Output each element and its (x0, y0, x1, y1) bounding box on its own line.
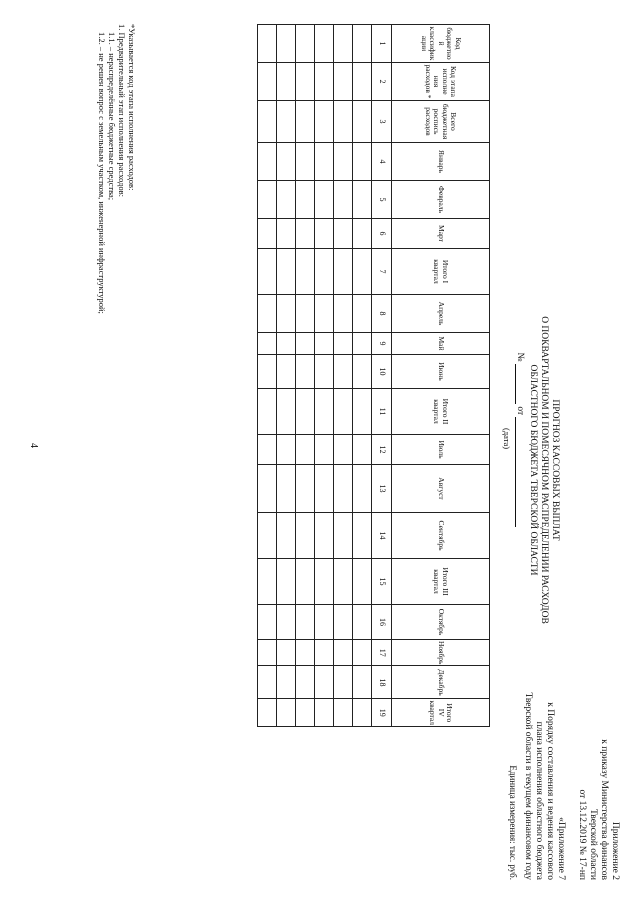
forecast-table (257, 24, 490, 727)
table-row (258, 25, 277, 727)
from-label: от (515, 406, 525, 416)
column-number: 5 (372, 181, 392, 219)
footnote-line: 1.1. – нераспределённые бюджетные средства; (107, 32, 117, 201)
header-cell: Код бюджетно й классифик ации (392, 25, 490, 63)
column-number: 16 (372, 605, 392, 640)
header-cell: Май (392, 333, 490, 355)
title-line: ПРОГНОЗ КАССОВЫХ ВЫПЛАТ (550, 399, 560, 541)
header-cell: Всего бюджетная роспись расходов (392, 101, 490, 143)
unit-label: Единица измерения: тыс. руб. (508, 765, 518, 880)
column-number: 7 (372, 249, 392, 295)
page-number: 4 (28, 443, 39, 448)
header-cell: Сентябрь (392, 513, 490, 559)
header-cell: Февраль (392, 181, 490, 219)
column-number: 3 (372, 101, 392, 143)
header-cell: Код этапа исполне ния расходов * (392, 63, 490, 101)
appendix-line: «Приложение 7 (556, 817, 566, 880)
header-cell: Апрель (392, 295, 490, 333)
header-cell: Итого I квартал (392, 249, 490, 295)
column-number: 6 (372, 219, 392, 249)
header-cell: Итого II квартал (392, 389, 490, 435)
column-number: 14 (372, 513, 392, 559)
column-number: 11 (372, 389, 392, 435)
footnote-line: 1.2. – не решен вопрос с земельным участком, инженерной инфраструктурой; (97, 32, 107, 314)
header-cell: Январь (392, 143, 490, 181)
appendix-line: Тверской области в текущем финансовом году (523, 692, 533, 880)
header-cell: Июнь (392, 355, 490, 389)
table-row (277, 25, 296, 727)
number-label: № (515, 352, 525, 362)
date-caption: (дата) (502, 428, 512, 450)
column-number-row (372, 25, 392, 727)
header-cell: Итого IV квартал (392, 699, 490, 727)
appendix-line: от 13.12.2019 № 17-нп (577, 789, 587, 880)
column-number: 4 (372, 143, 392, 181)
table-row (353, 25, 372, 727)
date-blank (515, 417, 525, 527)
table-row (296, 25, 315, 727)
header-cell: Октябрь (392, 605, 490, 640)
column-number: 18 (372, 666, 392, 699)
column-number: 8 (372, 295, 392, 333)
column-number: 10 (372, 355, 392, 389)
header-cell: Итого III квартал (392, 559, 490, 605)
header-cell: Август (392, 465, 490, 513)
column-number: 9 (372, 333, 392, 355)
title-line: ОБЛАСТНОГО БЮДЖЕТА ТВЕРСКОЙ ОБЛАСТИ (528, 364, 538, 576)
appendix-line: плана исполнения областного бюджета (534, 721, 544, 880)
footnote-line: *Указывается код этапа исполнения расходов: (127, 24, 137, 191)
header-cell: Декабрь (392, 666, 490, 699)
table-row (334, 25, 353, 727)
header-cell: Март (392, 219, 490, 249)
footnotes (97, 24, 137, 664)
column-number: 15 (372, 559, 392, 605)
appendix-line: к Порядку составления и ведения кассового (545, 702, 555, 880)
title-line: О ПОКВАРТАЛЬНОМ И ПОМЕСЯЧНОМ РАСПРЕДЕЛЕНИИ РАСХОДОВ (539, 316, 549, 624)
number-blank (515, 364, 525, 404)
header-row (392, 25, 490, 727)
footnote-line: 1. Предварительный этап исполнения расходов: (117, 24, 127, 197)
document-number-line (515, 290, 525, 590)
column-number: 1 (372, 25, 392, 63)
table-row (315, 25, 334, 727)
header-cell: Июль (392, 435, 490, 465)
column-number: 13 (372, 465, 392, 513)
column-number: 19 (372, 699, 392, 727)
header-cell: Ноябрь (392, 640, 490, 666)
appendix-line: Приложение 2 (610, 821, 620, 880)
document-title (527, 225, 560, 715)
appendix-line: к приказу Министерства финансов (599, 739, 609, 880)
column-number: 2 (372, 63, 392, 101)
column-number: 12 (372, 435, 392, 465)
appendix-line: Тверской области (588, 808, 598, 880)
column-number: 17 (372, 640, 392, 666)
